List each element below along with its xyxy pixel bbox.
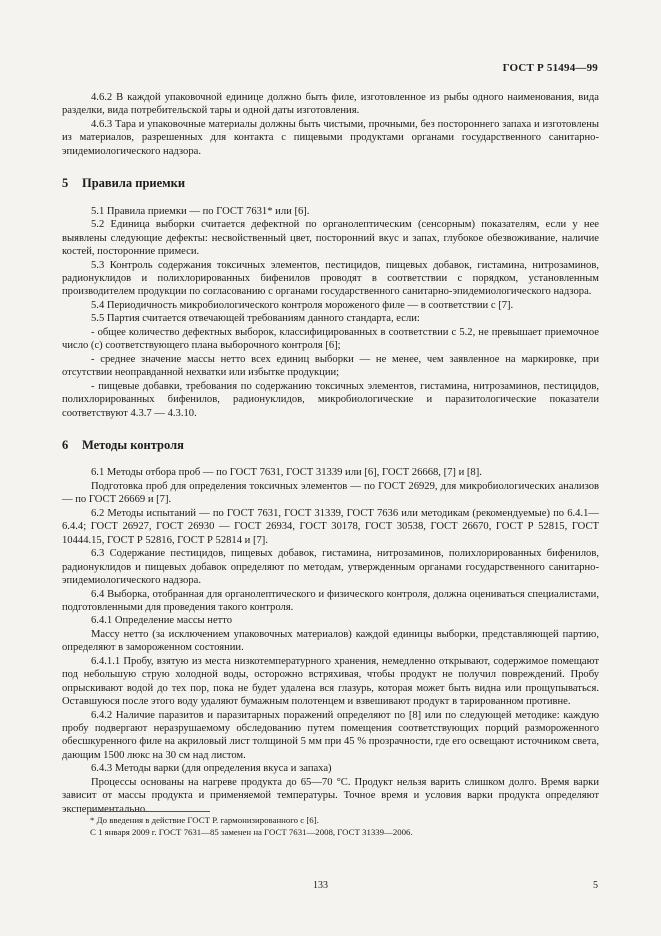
footnote-1: * До введения в действие ГОСТ Р. гармонизированного с [6]. — [90, 815, 319, 825]
paragraph-5-4: 5.4 Периодичность микробиологического контроля мороженого филе — в соответствии с [7]. — [91, 299, 514, 311]
paragraph-5-2: 5.2 Единица выборки считается дефектной по органолептическим (сенсорным) показателям, если у нее выявлены следующие дефекты: несвойственный цвет, посторонний вкус и запах, глубокое обезвоживание, наличие костей, посторонние примеси. — [62, 219, 599, 258]
paragraph-5-1: 5.1 Правила приемки — по ГОСТ 7631* или [6]. — [91, 205, 310, 217]
section-6-heading — [62, 439, 599, 452]
section-5-number: 5 — [62, 176, 69, 191]
list-item-5-5-c: - пищевые добавки, требования по содержанию токсичных элементов, гистамина, нитрозаминов, пестицидов, полихлорированных бифенилов, радионуклидов, микробиологические и паразитологические показатели соответствуют 4.3.7 — 4.3.10. — [62, 380, 599, 419]
section-6-title: Методы контроля — [82, 437, 184, 452]
paragraph-6-4: 6.4 Выборка, отобранная для органолептического и физического контроля, должна оцениваться специалистами, подготовленными для проведения такого контроля. — [62, 588, 599, 613]
paragraph-6-4-3: 6.4.3 Методы варки (для определения вкуса и запаха) — [91, 763, 332, 775]
paragraph-4-6-2: 4.6.2 В каждой упаковочной единице должно быть филе, изготовленное из рыбы одного наименования, вида разделки, вида потребительской тары и одной даты изготовления. — [62, 92, 599, 117]
paragraph-6-4-1: 6.4.1 Определение массы нетто — [91, 615, 233, 627]
document-body — [62, 91, 599, 816]
paragraph-6-4-1-text: Массу нетто (за исключением упаковочных материалов) каждой единицы выборки, представляющей партию, определяют в замороженном состоянии. — [62, 628, 599, 654]
footnote-2: С 1 января 2009 г. ГОСТ 7631—85 заменен на ГОСТ 7631—2008, ГОСТ 31339—2006. — [90, 827, 413, 837]
paragraph-6-1: 6.1 Методы отбора проб — по ГОСТ 7631, ГОСТ 31339 или [6], ГОСТ 26668, [7] и [8]. — [91, 467, 482, 479]
paragraph-6-1-prep: Подготовка проб для определения токсичных элементов — по ГОСТ 26929, для микробиологических анализов — по ГОСТ 26669 и [7]. — [62, 480, 599, 506]
list-item-5-5-a: - общее количество дефектных выборок, классифицированных в соответствии с 5.2, не превышает приемочное число (c) соответствующего плана выборочного контроля [6]; — [62, 326, 599, 352]
paragraph-5-3: 5.3 Контроль содержания токсичных элементов, пестицидов, пищевых добавок, гистамина, нитрозаминов, радионуклидов и полихлорированных бифенилов проводят в соответствии с порядком, установленным производителем продукции по согласованию с органами государственного санитарно-эпидемиологического надзора. — [62, 259, 599, 298]
paragraph-6-2: 6.2 Методы испытаний — по ГОСТ 7631, ГОСТ 31339, ГОСТ 7636 или методикам (рекомендуемые) по 6.4.1—6.4.4; ГОСТ 26927, ГОСТ 26930 — ГОСТ 26934, ГОСТ 30178, ГОСТ 30538, ГОСТ 26670, ГОСТ Р 52815, ГОСТ 10444.15, ГОСТ Р 52816, ГОСТ Р 52814 и [7]. — [62, 507, 599, 546]
section-6-number: 6 — [62, 437, 69, 452]
list-item-5-5-b: - среднее значение массы нетто всех единиц выборки — не менее, чем заявленное на маркировке, при отсутствии неоправданной нехватки или избытке продукции; — [62, 353, 599, 379]
footnotes — [90, 814, 600, 838]
paragraph-6-3: 6.3 Содержание пестицидов, пищевых добавок, гистамина, нитрозаминов, полихлорированных бифенилов, радионуклидов и пищевых добавок определяют по методам, утвержденным органами государственного санитарно-эпидемиологического надзора. — [62, 548, 599, 587]
sheet-number: 5 — [593, 880, 598, 891]
page-number: 133 — [313, 880, 328, 891]
paragraph-6-4-1-1: 6.4.1.1 Пробу, взятую из места низкотемпературного хранения, немедленно открывают, содержимое помещают под небольшую струю холодной воды, осторожно встряхивая, чтобы продукт не получил повреждений. Пробу опрыскивают водой до тех пор, пока не будет удалена вся глазурь, которая может быть видна или прощупываться. Оставшуюся после этого воду удаляют бумажным полотенцем и взвешивают продукт в тарированном противне. — [62, 655, 599, 708]
paragraph-5-5: 5.5 Партия считается отвечающей требованиям данного стандарта, если: — [91, 313, 420, 325]
paragraph-4-6-3: 4.6.3 Тара и упаковочные материалы должны быть чистыми, прочными, без постороннего запаха и изготовлены из материалов, разрешенных для контакта с пищевыми продуктами органами государственного санитарно-эпидемиологического надзора. — [62, 118, 599, 157]
section-5-title: Правила приемки — [82, 176, 186, 191]
footnote-divider — [90, 811, 210, 812]
standard-header: ГОСТ Р 51494—99 — [502, 62, 598, 74]
paragraph-6-4-2: 6.4.2 Наличие паразитов и паразитарных поражений определяют по [8] или по следующей методике: каждую пробу подвергают неразрушаемому обследованию путем помещения соответствующих порций размороженного обесшкуренного филе на акриловый лист толщиной 5 мм при 45 % прозрачности, где его освещают источником света, дающим 1500 люкс на 30 см над листом. — [62, 709, 599, 761]
section-5-heading — [62, 177, 599, 190]
paragraph-6-4-3-text: Процессы основаны на нагреве продукта до 65—70 °С. Продукт нельзя варить слишком долго. Время варки зависит от массы продукта и применяемой температуры. Точное время и условия варки продукта определяют экспериментально. — [62, 776, 599, 815]
